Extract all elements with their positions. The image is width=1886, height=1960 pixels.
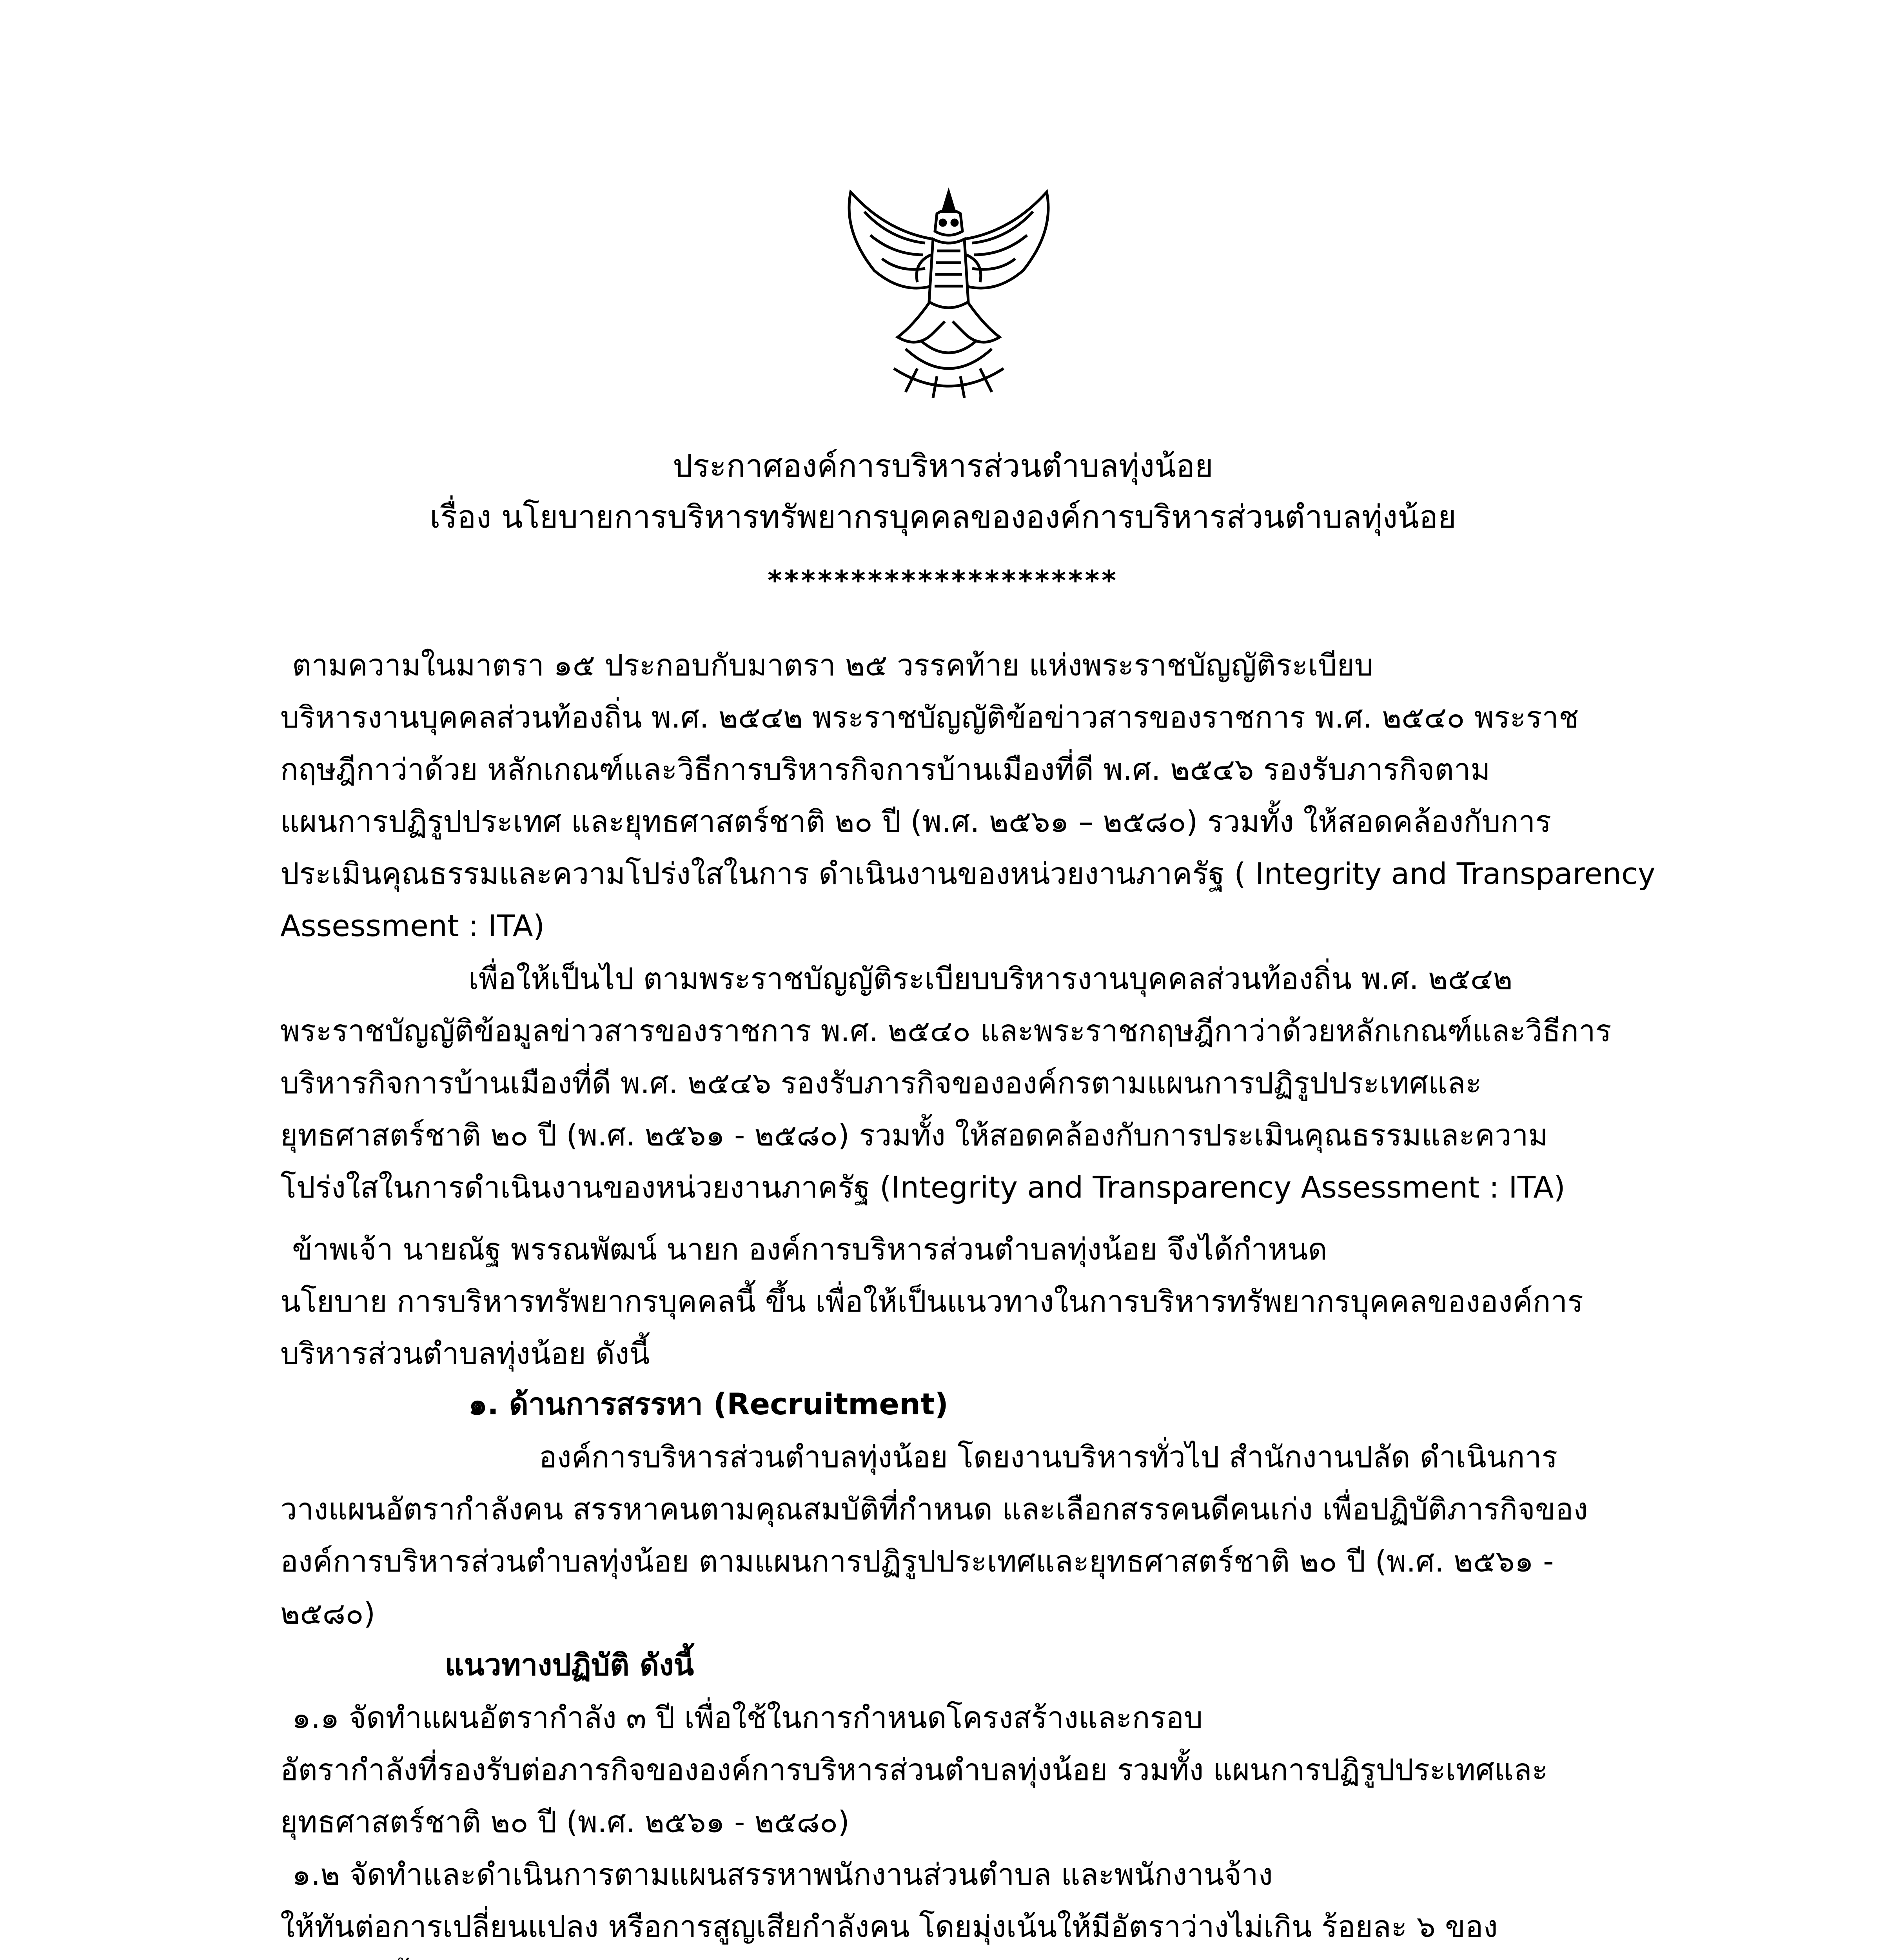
text-line: ยุทธศาสตร์ชาติ ๒๐ ปี (พ.ศ. ๒๕๖๑ - ๒๕๘๐) รวมทั้ง ให้สอดคล้องกับการประเมินคุณธรรมและความ	[280, 1118, 1548, 1152]
text-line: กฤษฎีกาว่าด้วย หลักเกณฑ์และวิธีการบริหารกิจการบ้านเมืองที่ดี พ.ศ. ๒๕๔๖ รองรับภารกิจตาม	[280, 752, 1490, 787]
item-1-1	[280, 1691, 1652, 1848]
text-line: ประเมินคุณธรรมและความโปร่งใสในการ ดำเนินงานของหน่วยงานภาครัฐ ( Integrity and Transparency	[280, 856, 1655, 891]
text-line: ๑.๒ จัดทำและดำเนินการตามแผนสรรหาพนักงานส่วนตำบล และพนักงานจ้าง	[292, 1857, 1273, 1892]
guideline-title: แนวทางปฏิบัติ ดังนี้	[445, 1647, 694, 1682]
paragraph-recruitment	[280, 1431, 1652, 1639]
section-title: ๑. ด้านการสรรหา (Recruitment)	[468, 1387, 949, 1421]
text-line: ให้ทันต่อการเปลี่ยนแปลง หรือการสูญเสียกำลังคน โดยมุ่งเน้นให้มีอัตราว่างไม่เกิน ร้อยละ ๖ ของ	[280, 1909, 1498, 1944]
text-line: อัตรากำลังที่รองรับต่อภารกิจขององค์การบริหารส่วนตำบลทุ่งน้อย รวมทั้ง แผนการปฏิรูปประเทศและ	[280, 1752, 1548, 1787]
text-line: ข้าพเจ้า นายณัฐ พรรณพัฒน์ นายก องค์การบริหารส่วนตำบลทุ่งน้อย จึงได้กำหนด	[292, 1232, 1327, 1267]
text-line: ๑.๑ จัดทำแผนอัตรากำลัง ๓ ปี เพื่อใช้ในการกำหนดโครงสร้างและกรอบ	[292, 1700, 1203, 1735]
text-line	[280, 1953, 1652, 1960]
separator-stars: *********************	[768, 564, 1118, 597]
text-line: บริหารกิจการบ้านเมืองที่ดี พ.ศ. ๒๕๔๖ รองรับภารกิจขององค์กรตามแผนการปฏิรูปประเทศและ	[280, 1065, 1482, 1100]
text-line: โปร่งใสในการดำเนินงานของหน่วยงานภาครัฐ (Integrity and Transparency Assessment : ITA)	[280, 1170, 1565, 1205]
section-heading-recruitment	[280, 1378, 1652, 1430]
text-line: ๒๕๘๐)	[280, 1596, 376, 1631]
paragraph-declaration	[280, 1223, 1652, 1379]
garuda-emblem-icon	[827, 184, 1070, 404]
paragraph-purpose	[280, 953, 1652, 1213]
announcement-title: ประกาศองค์การบริหารส่วนตำบลทุ่งน้อย	[673, 448, 1213, 484]
paragraph-legal-basis	[280, 639, 1655, 952]
announcement-subject: เรื่อง นโยบายการบริหารทรัพยากรบุคคลขององค์การบริหารส่วนตำบลทุ่งน้อย	[430, 499, 1456, 535]
text-line: ตามความในมาตรา ๑๕ ประกอบกับมาตรา ๒๕ วรรคท้าย แห่งพระราชบัญญัติระเบียบ	[292, 648, 1374, 682]
text-line: บริหารงานบุคคลส่วนท้องถิ่น พ.ศ. ๒๕๔๒ พระราชบัญญัติข้อข่าวสารของราชการ พ.ศ. ๒๕๔๐ พระราช	[280, 700, 1579, 735]
text-line: Assessment : ITA)	[280, 908, 545, 943]
guideline-heading	[280, 1639, 1652, 1691]
text-line: เพื่อให้เป็นไป ตามพระราชบัญญัติระเบียบบริหารงานบุคคลส่วนท้องถิ่น พ.ศ. ๒๕๔๒	[468, 961, 1513, 996]
text-line: นโยบาย การบริหารทรัพยากรบุคคลนี้ ขึ้น เพื่อให้เป็นแนวทางในการบริหารทรัพยากรบุคคลขององค์การ	[280, 1284, 1583, 1319]
text-line: องค์การบริหารส่วนตำบลทุ่งน้อย ตามแผนการปฏิรูปประเทศและยุทธศาสตร์ชาติ ๒๐ ปี (พ.ศ. ๒๕๖๑ -	[280, 1544, 1554, 1579]
text-line: วางแผนอัตรากำลังคน สรรหาคนตามคุณสมบัติที่กำหนด และเลือกสรรคนดีคนเก่ง เพื่อปฏิบัติภารกิจของ	[280, 1492, 1588, 1526]
text-line: ยุทธศาสตร์ชาติ ๒๐ ปี (พ.ศ. ๒๕๖๑ - ๒๕๘๐)	[280, 1804, 850, 1839]
text-line: บริหารส่วนตำบลทุ่งน้อย ดังนี้	[280, 1336, 650, 1371]
item-1-2	[280, 1848, 1652, 1960]
text-line: พระราชบัญญัติข้อมูลข่าวสารของราชการ พ.ศ. ๒๕๔๐ และพระราชกฤษฎีกาว่าด้วยหลักเกณฑ์และวิธีการ	[280, 1013, 1612, 1048]
text-line: องค์การบริหารส่วนตำบลทุ่งน้อย โดยงานบริหารทั่วไป สำนักงานปลัด ดำเนินการ	[539, 1439, 1558, 1474]
text-line: แผนการปฏิรูปประเทศ และยุทธศาสตร์ชาติ ๒๐ ปี (พ.ศ. ๒๕๖๑ – ๒๕๘๐) รวมทั้ง ให้สอดคล้องกับการ	[280, 804, 1552, 839]
